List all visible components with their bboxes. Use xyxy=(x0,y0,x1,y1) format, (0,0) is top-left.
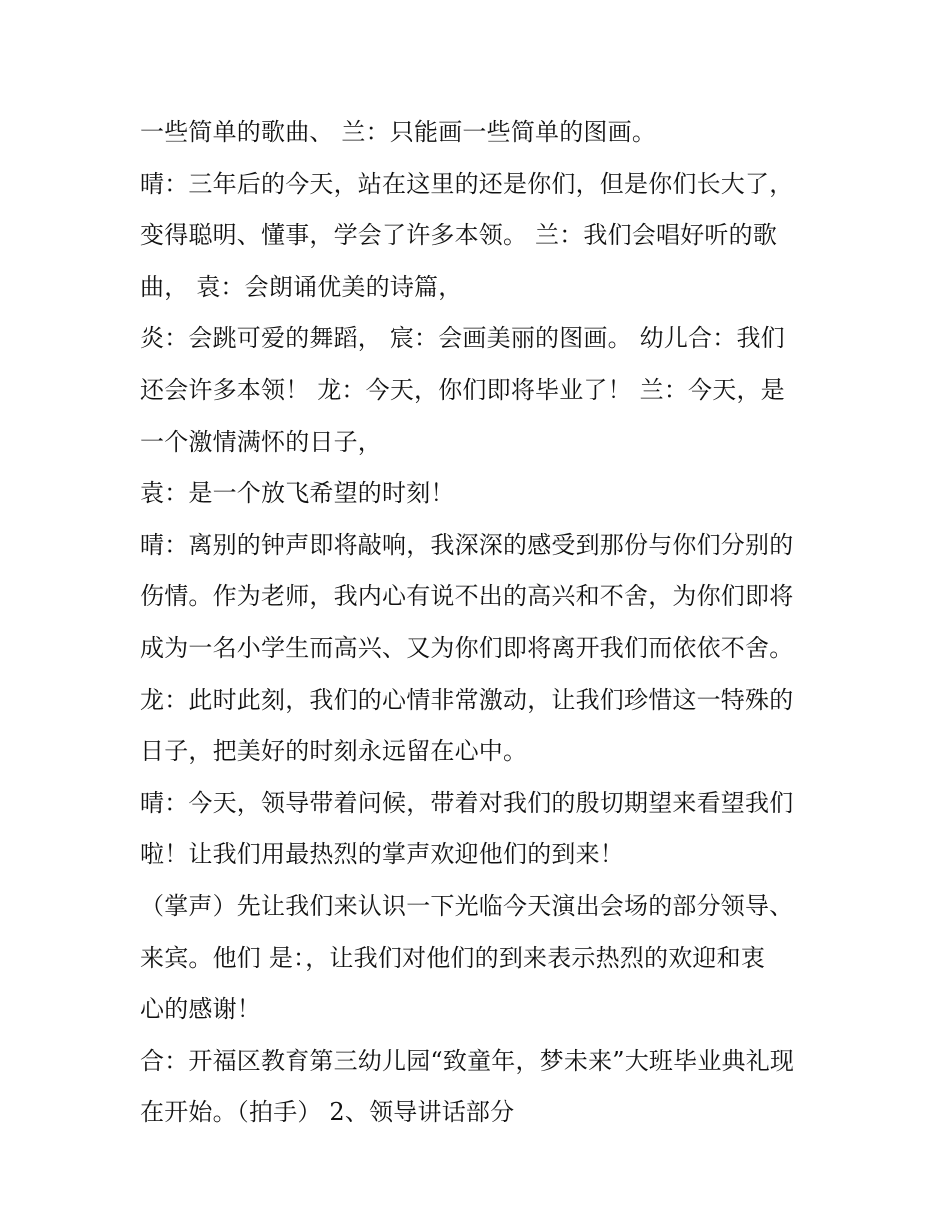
text-line: 袁：是一个放飞希望的时刻！ xyxy=(140,479,455,508)
text-line: 晴：离别的钟声即将敲响，我深深的感受到那份与你们分别的 xyxy=(140,530,794,559)
text-line: 伤情。作为老师，我内心有说不出的高兴和不舍，为你们即将 xyxy=(140,582,794,611)
text-line: 日子，把美好的时刻永远留在心中。 xyxy=(140,737,528,766)
document-body xyxy=(140,107,830,1139)
text-line: 龙：此时此刻，我们的心情非常激动，让我们珍惜这一特殊的 xyxy=(140,685,794,714)
text-line: 合：开福区教育第三幼儿园“致童年，梦未来”大班毕业典礼现 xyxy=(140,1046,795,1075)
text-line: 晴：今天，领导带着问候，带着对我们的殷切期望来看望我们 xyxy=(140,788,794,817)
text-line: 还会许多本领！ 龙：今天，你们即将毕业了！ 兰：今天，是 xyxy=(140,375,785,404)
text-line: 晴：三年后的今天，站在这里的还是你们，但是你们长大了， xyxy=(140,169,794,198)
text-line: 炎：会跳可爱的舞蹈， 宸：会画美丽的图画。 幼儿合：我们 xyxy=(140,324,785,353)
text-line: 一些简单的歌曲、 兰：只能画一些简单的图画。 xyxy=(140,118,657,146)
text-line: 来宾。他们 是：，让我们对他们的到来表示热烈的欢迎和衷 xyxy=(140,943,766,972)
text-line: 啦！让我们用最热烈的掌声欢迎他们的到来！ xyxy=(140,840,624,869)
text-line: （掌声）先让我们来认识一下光临今天演出会场的部分领导、 xyxy=(140,891,794,920)
text-line: 一个激情满怀的日子， xyxy=(140,427,382,456)
text-line: 变得聪明、懂事，学会了许多本领。 兰：我们会唱好听的歌 xyxy=(140,221,778,250)
text-line: 在开始。（拍手） 2、领导讲话部分 xyxy=(140,1098,515,1127)
text-line: 曲， 袁：会朗诵优美的诗篇， xyxy=(140,272,463,301)
text-line: 心的感谢！ xyxy=(140,995,261,1024)
text-line: 成为一名小学生而高兴、又为你们即将离开我们而依依不舍。 xyxy=(140,633,794,662)
